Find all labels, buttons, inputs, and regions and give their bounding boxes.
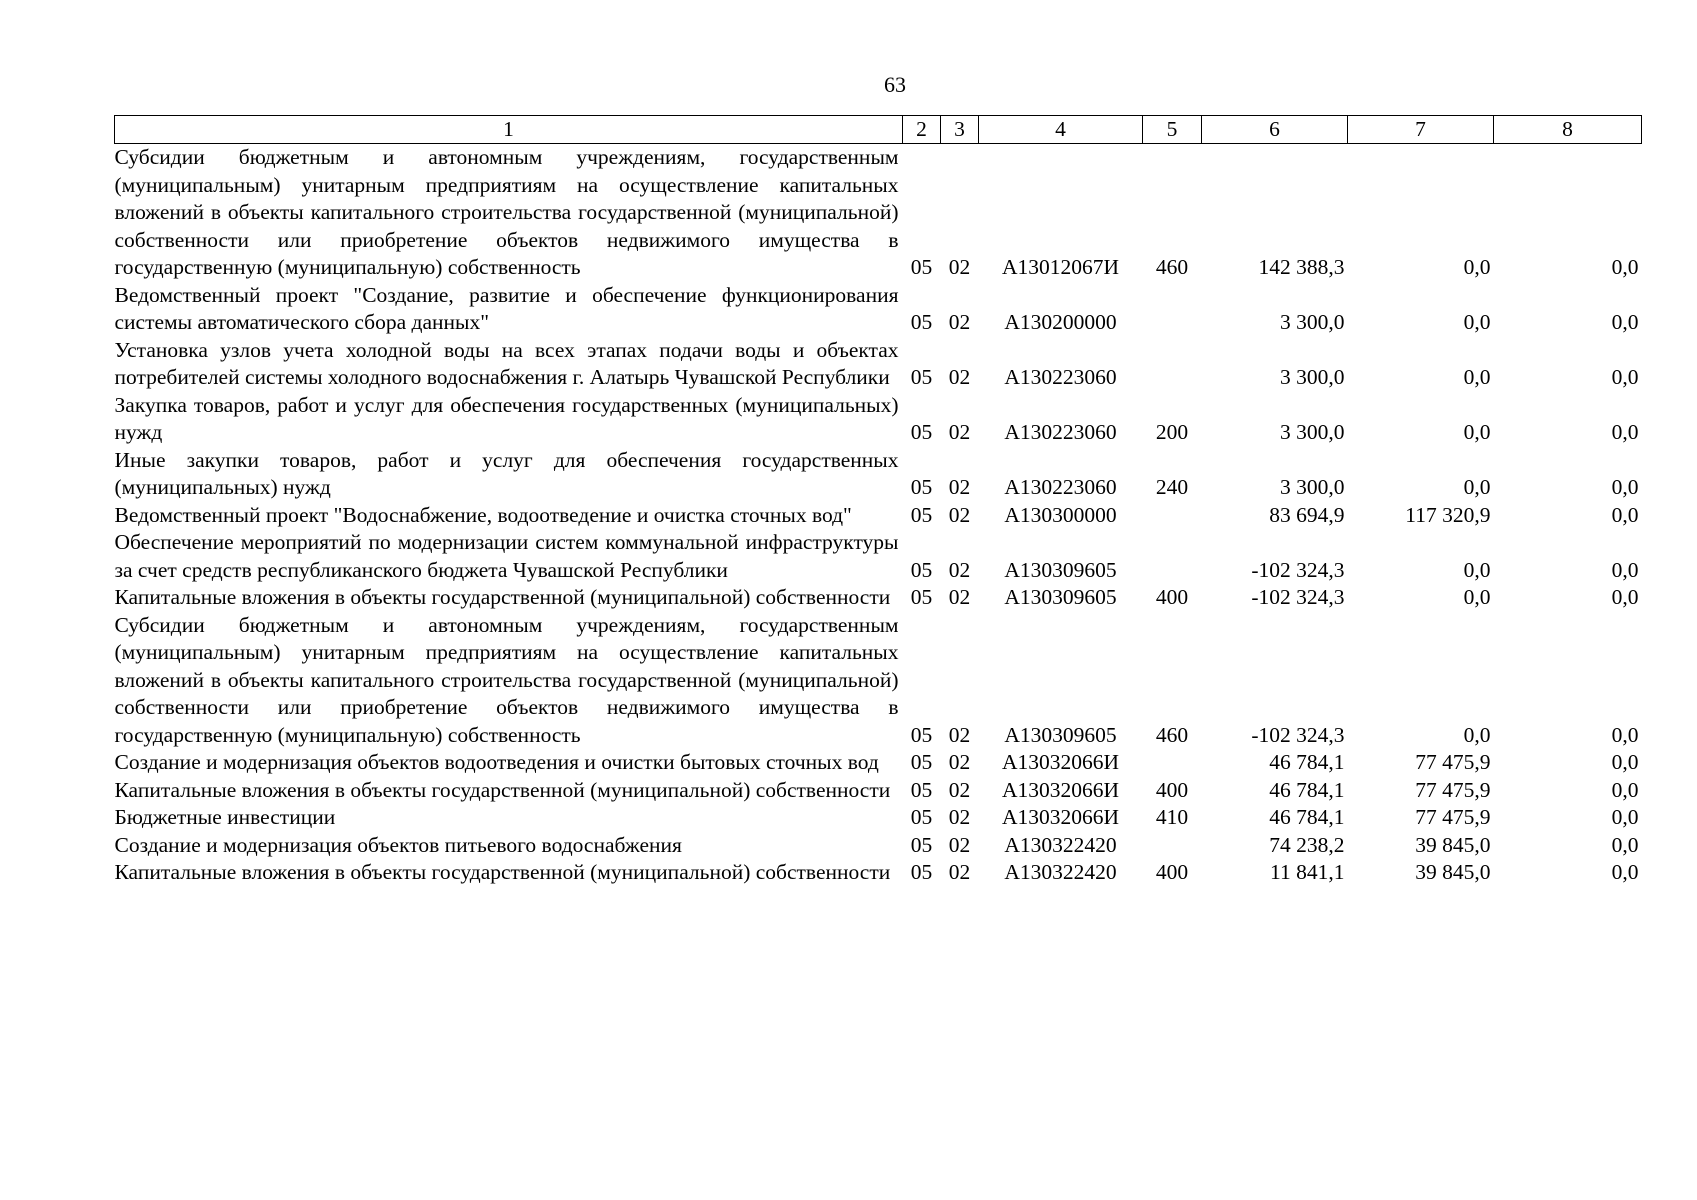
row-section: 05 bbox=[910, 860, 933, 884]
row-amount-col7: 77 475,9 bbox=[1415, 750, 1491, 774]
row-expense-type: 460 bbox=[1155, 722, 1189, 747]
row-amount-col6: -102 324,3 bbox=[1251, 585, 1345, 609]
row-name: Капитальные вложения в объекты государственной (муниципальной) собственности bbox=[114, 860, 891, 884]
row-target-article: А130322420 bbox=[1004, 860, 1117, 884]
row-amount-col7: 0,0 bbox=[1463, 365, 1491, 389]
row-name: Субсидии бюджетным и автономным учреждениям, государственным (муниципальным) унитарным предприятиям на осуществление капитальных вложений в объекты капитального строительства государственной (муниципальной) собственности или приобретение объектов недвижимого имущества в государственную (муниципальную) собственность bbox=[114, 612, 899, 747]
row-section: 05 bbox=[910, 750, 933, 774]
row-target-article: А130309605 bbox=[1004, 585, 1117, 609]
row-amount-col6: 3 300,0 bbox=[1280, 420, 1345, 444]
row-name: Капитальные вложения в объекты государственной (муниципальной) собственности bbox=[114, 777, 891, 802]
row-expense-type: 400 bbox=[1155, 860, 1189, 884]
table-row bbox=[115, 337, 1642, 392]
row-amount-col8: 0,0 bbox=[1611, 420, 1639, 444]
row-amount-col8: 0,0 bbox=[1611, 750, 1639, 774]
row-amount-col6: 3 300,0 bbox=[1280, 310, 1345, 334]
row-name: Бюджетные инвестиции bbox=[114, 805, 336, 829]
row-subsection: 02 bbox=[948, 420, 971, 444]
row-section: 05 bbox=[910, 832, 933, 857]
row-amount-col7: 0,0 bbox=[1463, 420, 1491, 444]
row-expense-type: 460 bbox=[1155, 255, 1189, 279]
column-header: 1 bbox=[115, 116, 903, 144]
row-target-article: А13032066И bbox=[1001, 750, 1120, 774]
row-amount-col7: 77 475,9 bbox=[1415, 777, 1491, 802]
row-target-article: А130322420 bbox=[1004, 832, 1117, 857]
row-subsection: 02 bbox=[948, 805, 971, 829]
table-row bbox=[115, 777, 1642, 805]
row-section: 05 bbox=[910, 722, 933, 747]
column-header: 4 bbox=[979, 116, 1143, 144]
row-amount-col7: 117 320,9 bbox=[1405, 502, 1491, 527]
table-row bbox=[115, 502, 1642, 530]
row-subsection: 02 bbox=[948, 365, 971, 389]
row-subsection: 02 bbox=[948, 832, 971, 857]
row-subsection: 02 bbox=[948, 722, 971, 747]
row-amount-col7: 39 845,0 bbox=[1415, 860, 1491, 884]
table-row bbox=[115, 447, 1642, 502]
row-amount-col8: 0,0 bbox=[1611, 557, 1639, 582]
table-row bbox=[115, 859, 1642, 887]
row-target-article: А130223060 bbox=[1004, 420, 1117, 444]
row-target-article: А13012067И bbox=[1001, 255, 1120, 279]
row-target-article: А13032066И bbox=[1001, 777, 1120, 802]
row-expense-type bbox=[1143, 832, 1202, 860]
table-header-row bbox=[115, 116, 1642, 144]
row-amount-col8: 0,0 bbox=[1611, 860, 1639, 884]
row-amount-col7: 0,0 bbox=[1463, 585, 1491, 609]
row-amount-col6: 3 300,0 bbox=[1280, 475, 1345, 499]
row-subsection: 02 bbox=[948, 310, 971, 334]
column-header: 3 bbox=[941, 116, 979, 144]
column-header: 7 bbox=[1348, 116, 1494, 144]
row-amount-col7: 77 475,9 bbox=[1415, 805, 1491, 829]
row-expense-type: 400 bbox=[1155, 585, 1189, 609]
row-subsection: 02 bbox=[948, 475, 971, 499]
row-amount-col6: 46 784,1 bbox=[1269, 777, 1345, 802]
table-row bbox=[115, 832, 1642, 860]
row-name: Капитальные вложения в объекты государственной (муниципальной) собственности bbox=[114, 585, 891, 609]
column-header: 2 bbox=[903, 116, 941, 144]
row-expense-type bbox=[1143, 337, 1202, 392]
row-target-article: А130300000 bbox=[1004, 502, 1117, 527]
table-row bbox=[115, 804, 1642, 832]
table-row bbox=[115, 282, 1642, 337]
column-header: 6 bbox=[1202, 116, 1348, 144]
row-section: 05 bbox=[910, 557, 933, 582]
row-amount-col8: 0,0 bbox=[1611, 502, 1639, 527]
column-header: 8 bbox=[1494, 116, 1642, 144]
row-amount-col8: 0,0 bbox=[1611, 310, 1639, 334]
row-section: 05 bbox=[910, 255, 933, 279]
row-section: 05 bbox=[910, 420, 933, 444]
row-target-article: А130309605 bbox=[1004, 722, 1117, 747]
row-amount-col7: 39 845,0 bbox=[1415, 832, 1491, 857]
row-amount-col6: 74 238,2 bbox=[1269, 832, 1345, 857]
row-target-article: А130200000 bbox=[1004, 310, 1117, 334]
row-subsection: 02 bbox=[948, 750, 971, 774]
row-name: Обеспечение мероприятий по модернизации систем коммунальной инфраструктуры за счет средств республиканского бюджета Чувашской Республики bbox=[114, 530, 899, 582]
row-name: Создание и модернизация объектов водоотведения и очистки бытовых сточных вод bbox=[114, 750, 879, 774]
table-row bbox=[115, 529, 1642, 584]
row-target-article: А130309605 bbox=[1004, 557, 1117, 582]
row-target-article: А13032066И bbox=[1001, 805, 1120, 829]
row-amount-col8: 0,0 bbox=[1611, 722, 1639, 747]
row-subsection: 02 bbox=[948, 860, 971, 884]
table-row bbox=[115, 392, 1642, 447]
row-amount-col8: 0,0 bbox=[1611, 832, 1639, 857]
row-subsection: 02 bbox=[948, 777, 971, 802]
row-amount-col6: 142 388,3 bbox=[1258, 255, 1345, 279]
row-section: 05 bbox=[910, 365, 933, 389]
row-amount-col6: 46 784,1 bbox=[1269, 805, 1345, 829]
row-section: 05 bbox=[910, 585, 933, 609]
budget-table bbox=[114, 115, 1642, 887]
row-amount-col8: 0,0 bbox=[1611, 777, 1639, 802]
row-name: Создание и модернизация объектов питьевого водоснабжения bbox=[114, 832, 682, 857]
row-amount-col7: 0,0 bbox=[1463, 310, 1491, 334]
row-name: Ведомственный проект "Водоснабжение, водоотведение и очистка сточных вод" bbox=[114, 502, 852, 527]
row-expense-type: 240 bbox=[1155, 475, 1189, 499]
row-amount-col8: 0,0 bbox=[1611, 255, 1639, 279]
row-expense-type: 200 bbox=[1155, 420, 1189, 444]
row-section: 05 bbox=[910, 805, 933, 829]
row-amount-col7: 0,0 bbox=[1463, 255, 1491, 279]
row-section: 05 bbox=[910, 502, 933, 527]
row-amount-col7: 0,0 bbox=[1463, 475, 1491, 499]
page-number: 63 bbox=[884, 72, 906, 97]
row-expense-type: 400 bbox=[1155, 777, 1189, 802]
row-subsection: 02 bbox=[948, 585, 971, 609]
row-expense-type bbox=[1143, 502, 1202, 530]
row-target-article: А130223060 bbox=[1004, 475, 1117, 499]
table-row bbox=[115, 612, 1642, 750]
row-name: Закупка товаров, работ и услуг для обеспечения государственных (муниципальных) нужд bbox=[114, 392, 899, 444]
row-target-article: А130223060 bbox=[1004, 365, 1117, 389]
row-subsection: 02 bbox=[948, 255, 971, 279]
row-amount-col6: -102 324,3 bbox=[1251, 557, 1345, 582]
row-expense-type bbox=[1143, 749, 1202, 777]
row-section: 05 bbox=[910, 777, 933, 802]
row-amount-col8: 0,0 bbox=[1611, 805, 1639, 829]
column-header: 5 bbox=[1143, 116, 1202, 144]
row-amount-col7: 0,0 bbox=[1463, 557, 1491, 582]
row-amount-col6: -102 324,3 bbox=[1251, 722, 1345, 747]
row-name: Субсидии бюджетным и автономным учреждениям, государственным (муниципальным) унитарным предприятиям на осуществление капитальных вложений в объекты капитального строительства государственной (муниципальной) собственности или приобретение объектов недвижимого имущества в государственную (муниципальную) собственность bbox=[114, 145, 899, 279]
table-body bbox=[115, 144, 1642, 887]
row-name: Иные закупки товаров, работ и услуг для обеспечения государственных (муниципальных) нужд bbox=[114, 447, 899, 499]
table-row bbox=[115, 144, 1642, 282]
table-row bbox=[115, 584, 1642, 612]
row-amount-col6: 3 300,0 bbox=[1280, 365, 1345, 389]
row-expense-type bbox=[1143, 282, 1202, 337]
row-section: 05 bbox=[910, 310, 933, 334]
row-amount-col7: 0,0 bbox=[1463, 722, 1491, 747]
table-row bbox=[115, 749, 1642, 777]
row-amount-col8: 0,0 bbox=[1611, 475, 1639, 499]
row-expense-type bbox=[1143, 529, 1202, 584]
row-amount-col6: 11 841,1 bbox=[1270, 860, 1345, 884]
row-amount-col8: 0,0 bbox=[1611, 585, 1639, 609]
row-subsection: 02 bbox=[948, 502, 971, 527]
row-name: Ведомственный проект "Создание, развитие и обеспечение функционирования системы автоматического сбора данных" bbox=[114, 282, 899, 334]
row-section: 05 bbox=[910, 475, 933, 499]
row-expense-type: 410 bbox=[1155, 805, 1189, 829]
row-amount-col8: 0,0 bbox=[1611, 365, 1639, 389]
row-amount-col6: 83 694,9 bbox=[1269, 502, 1345, 527]
row-subsection: 02 bbox=[948, 557, 971, 582]
row-amount-col6: 46 784,1 bbox=[1269, 750, 1345, 774]
row-name: Установка узлов учета холодной воды на всех этапах подачи воды и объектах потребителей системы холодного водоснабжения г. Алатырь Чувашской Республики bbox=[114, 337, 899, 389]
